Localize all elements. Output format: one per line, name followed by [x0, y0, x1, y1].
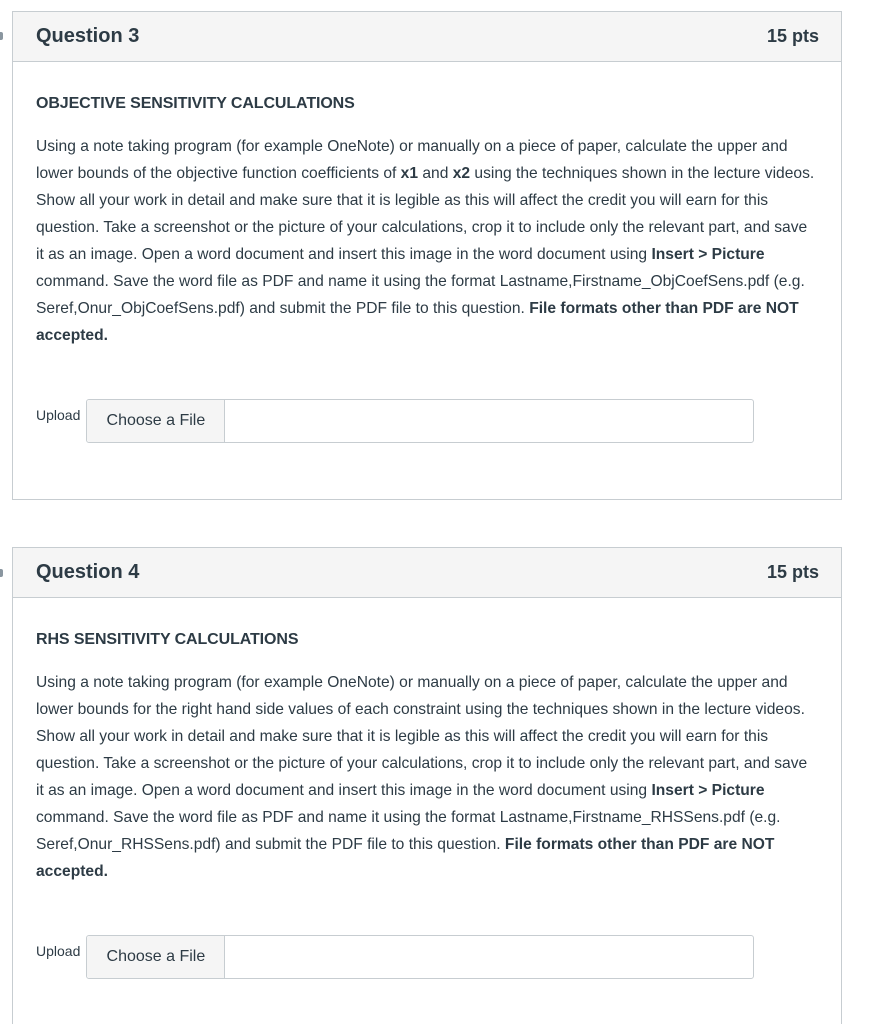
- question-4-file-name-field[interactable]: [225, 936, 753, 978]
- question-3-text-bold: x1: [400, 165, 419, 182]
- question-4-upload-row: [36, 935, 817, 979]
- question-3-text-part: Using a note taking program (for example OneNote) or manually on a piece of paper, calculate the upper and lower bounds of the objective function coefficients of: [36, 138, 788, 182]
- question-3-text: [36, 133, 817, 349]
- question-3-body: [13, 62, 841, 443]
- question-3-choose-file-button[interactable]: Choose a File: [87, 400, 225, 442]
- question-3-text-bold: Insert > Picture: [651, 246, 765, 263]
- question-4-file-input[interactable]: [86, 935, 754, 979]
- question-3-points: 15 pts: [766, 26, 819, 46]
- question-4-points: 15 pts: [766, 562, 819, 582]
- question-4-text: [36, 669, 817, 885]
- question-3-upload-label: Upload: [36, 407, 81, 423]
- question-4-title: Question 4: [36, 561, 140, 583]
- question-3-heading: OBJECTIVE SENSITIVITY CALCULATIONS: [36, 95, 355, 112]
- question-3-text-part: and: [418, 165, 453, 182]
- question-3-upload-row: [36, 399, 817, 443]
- question-4-text-part: Using a note taking program (for example OneNote) or manually on a piece of paper, calculate the upper and lower bounds for the right hand side values of each constraint using the techniques shown in the lecture videos. Show all your work in detail and make sure that it is legible as this will affect the credit you will earn for this question. Take a screenshot or the picture of your calculations, crop it to include only the relevant part, and save it as an image. Open a word document and insert this image in the word document using: [36, 674, 808, 799]
- question-4-text-part: command. Save the word file as PDF and name it using the format Lastname,Firstname_RHSSens.pdf (e.g. Seref,Onur_RHSSens.pdf) and submit the PDF file to this question.: [36, 809, 781, 853]
- question-3-text-bold: File formats other than PDF are NOT accepted.: [36, 300, 799, 344]
- question-4-text-bold: Insert > Picture: [651, 782, 765, 799]
- question-3-file-name-field[interactable]: [225, 400, 753, 442]
- question-3-text-part: using the techniques shown in the lecture videos. Show all your work in detail and make sure that it is legible as this will affect the credit you will earn for this question. Take a screenshot or the picture of your calculations, crop it to include only the relevant part, and save it as an image. Open a word document and insert this image in the word document using: [36, 165, 815, 263]
- question-4-marker: [0, 569, 3, 577]
- question-3-card: [12, 11, 842, 500]
- question-3-text-bold: x2: [452, 165, 471, 182]
- question-4-body: [13, 598, 841, 979]
- question-3-marker: [0, 32, 3, 40]
- question-3-header: [13, 12, 841, 62]
- question-3-file-input[interactable]: [86, 399, 754, 443]
- question-4-header: [13, 548, 841, 598]
- question-4-heading: RHS SENSITIVITY CALCULATIONS: [36, 631, 299, 648]
- question-4-upload-label: Upload: [36, 943, 81, 959]
- question-3-title: Question 3: [36, 25, 140, 47]
- question-3-text-part: command. Save the word file as PDF and name it using the format Lastname,Firstname_ObjCoefSens.pdf (e.g. Seref,Onur_ObjCoefSens.pdf) and submit the PDF file to this question.: [36, 273, 805, 317]
- question-4-text-bold: File formats other than PDF are NOT accepted.: [36, 836, 775, 880]
- question-4-card: [12, 547, 842, 1024]
- question-4-choose-file-button[interactable]: Choose a File: [87, 936, 225, 978]
